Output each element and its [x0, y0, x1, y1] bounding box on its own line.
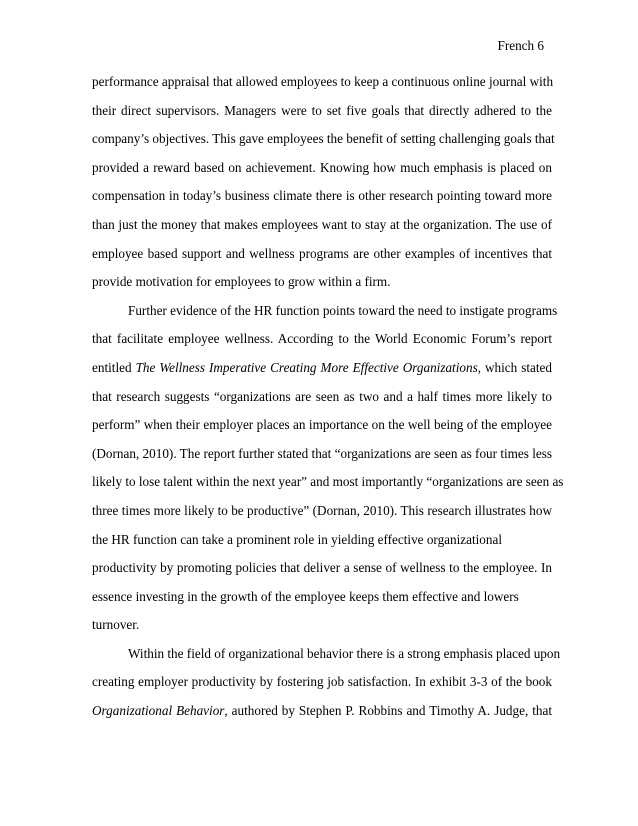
text-span: Further evidence of the HR function points toward the need to instigate programs [128, 302, 558, 318]
text-line [92, 240, 552, 269]
text-line [92, 182, 552, 211]
text-span: productivity by promoting policies that deliver a sense of wellness to the employee. In [92, 560, 552, 576]
text-span: , authored by Stephen P. Robbins and Timothy A. Judge, that [224, 703, 552, 719]
text-span: essence investing in the growth of the employee keeps them effective and lowers [92, 588, 519, 604]
text-span: , which stated [477, 359, 553, 375]
text-line [92, 583, 552, 612]
text-span: the HR function can take a prominent role in yielding effective organizational [92, 531, 503, 547]
text-line [92, 211, 552, 240]
body-text [92, 68, 564, 726]
text-span: provided a reward based on achievement. Knowing how much emphasis is placed on [92, 159, 552, 175]
text-line [92, 640, 561, 669]
text-line [92, 526, 552, 555]
text-line [92, 440, 552, 469]
text-span: than just the money that makes employees want to stay at the organization. The use of [92, 216, 552, 232]
text-span: turnover. [92, 617, 140, 633]
italic-title: Organizational Behavior [92, 703, 225, 719]
text-span: perform” when their employer places an importance on the well being of the employee [92, 417, 552, 433]
text-span: creating employer productivity by fostering job satisfaction. In exhibit 3-3 of the book [92, 674, 552, 690]
text-line [92, 554, 552, 583]
text-line [92, 697, 552, 726]
text-span: compensation in today’s business climate there is other research pointing toward more [92, 188, 552, 204]
text-line [92, 383, 552, 412]
text-line [92, 154, 552, 183]
text-line [92, 468, 564, 497]
text-line [92, 497, 552, 526]
text-span: likely to lose talent within the next year” and most importantly “organizations are seen as [92, 474, 564, 490]
text-line [92, 611, 552, 640]
text-line [92, 411, 552, 440]
text-span: three times more likely to be productive” (Dornan, 2010). This research illustrates how [92, 502, 552, 518]
text-span: that facilitate employee wellness. According to the World Economic Forum’s report [92, 331, 552, 347]
text-line [92, 668, 552, 697]
running-head: French 6 [497, 38, 544, 53]
text-span: entitled [92, 359, 136, 375]
text-line [92, 268, 552, 297]
text-span: employee based support and wellness programs are other examples of incentives that [92, 245, 552, 261]
text-span: Within the field of organizational behavior there is a strong emphasis placed upon [128, 645, 561, 661]
text-span: (Dornan, 2010). The report further stated that “organizations are seen as four times less [92, 445, 552, 461]
text-span: provide motivation for employees to grow within a firm. [92, 274, 391, 290]
text-line [92, 325, 552, 354]
text-line [92, 354, 552, 383]
text-span: performance appraisal that allowed employees to keep a continuous online journal with [92, 74, 554, 89]
text-line [92, 68, 552, 97]
text-span: their direct supervisors. Managers were to set five goals that directly adhered to the [92, 102, 552, 118]
italic-title: The Wellness Imperative Creating More Effective Organizations [135, 359, 478, 375]
text-line [92, 125, 555, 154]
text-line [92, 97, 552, 126]
text-line [92, 297, 558, 326]
text-span: that research suggests “organizations are seen as two and a half times more likely to [92, 388, 552, 404]
text-span: company’s objectives. This gave employees the benefit of setting challenging goals that [92, 131, 555, 147]
